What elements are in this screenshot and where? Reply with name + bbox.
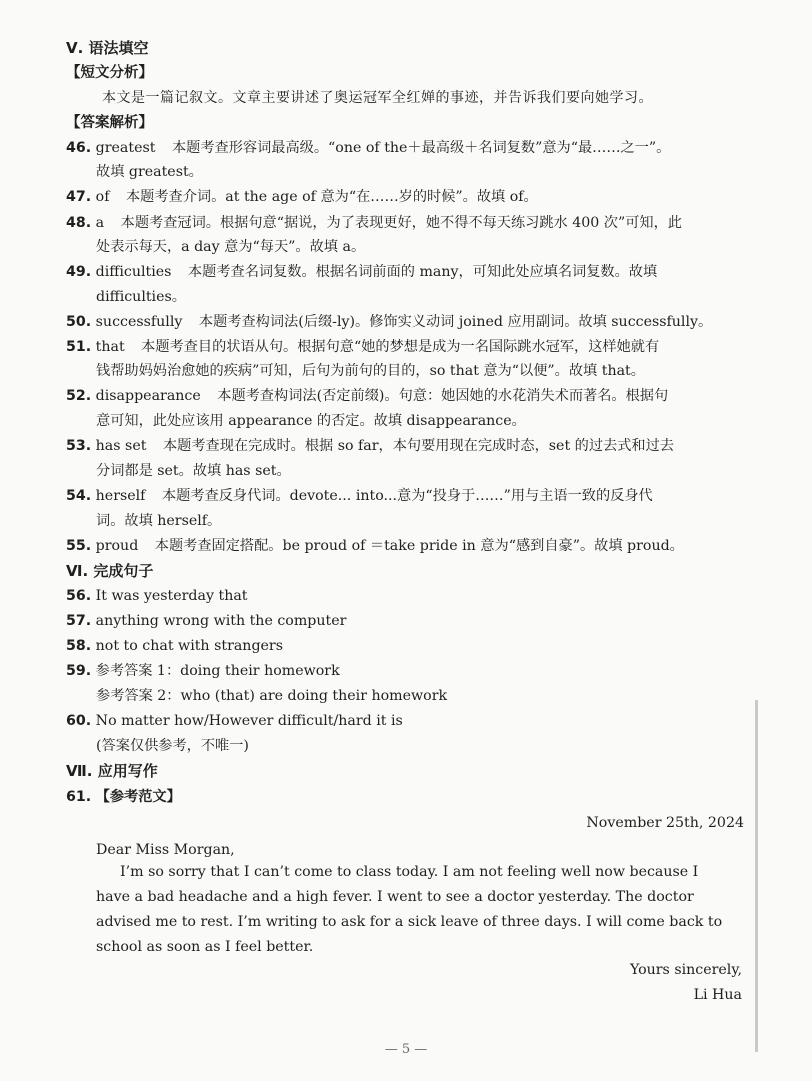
item-explanation: 本题考查反身代词。devote... into...意为“投身于……”用与主语一致的反身代 [161, 488, 653, 504]
item-number: 50. [66, 314, 92, 330]
letter-closing: Yours sincerely, [629, 962, 742, 978]
letter-salutation: Dear Miss Morgan, [96, 842, 235, 858]
letter-body-line: I’m so sorry that I can’t come to class today. I am not feeling well now because I [120, 864, 699, 880]
answer-item-50 [66, 312, 712, 332]
item-answer: disappearance [95, 388, 201, 404]
answer-item-54 [66, 486, 653, 506]
summary-tag: 【短文分析】 [66, 65, 153, 81]
item-number: 56. [66, 588, 92, 604]
letter-signature: Li Hua [693, 987, 742, 1003]
item-answer: herself [95, 488, 146, 504]
item-answer: has set [95, 438, 147, 454]
summary-text: 本文是一篇记叙文。文章主要讲述了奥运冠军全红婵的事迹，并告诉我们要向她学习。 [102, 90, 653, 106]
answer-item-51 [66, 337, 659, 357]
letter-body-line: advised me to rest. I’m writing to ask for a sick leave of three days. I will come back to [96, 914, 723, 930]
item-answer: not to chat with strangers [95, 638, 283, 654]
letter-date: November 25th, 2024 [586, 815, 744, 831]
letter-body-line: have a bad headache and a high fever. I went to see a doctor yesterday. The doctor [96, 889, 694, 905]
item-number: 57. [66, 613, 92, 629]
page-number: — 5 — [384, 1042, 428, 1057]
item-explanation-cont: 处表示每天，a day 意为“每天”。故填 a。 [96, 239, 366, 255]
answer-item-48 [66, 213, 682, 233]
item-explanation-cont: 钱帮助妈妈治愈她的疾病”可知，后句为前句的目的，so that 意为“以便”。故填 that。 [96, 363, 645, 379]
answer-item-47 [66, 187, 538, 207]
sentence-item-57 [66, 611, 346, 631]
item-number: 52. [66, 388, 92, 404]
item-answer: proud [95, 538, 139, 554]
item-number: 60. [66, 713, 92, 729]
sentence-item-58 [66, 636, 283, 656]
item-explanation: 本题考查构词法(后缀-ly)。修饰实义动词 joined 应用副词。故填 successfully。 [198, 314, 713, 330]
scrollbar[interactable] [755, 700, 758, 1052]
item-answer: No matter how/However difficult/hard it is [95, 713, 403, 729]
answer-item-55 [66, 536, 684, 556]
sentence-item-59 [66, 661, 340, 681]
item-number: 47. [66, 189, 92, 205]
item-answer: of [95, 189, 110, 205]
item-explanation-cont: difficulties。 [96, 289, 186, 305]
item-explanation: 本题考查形容词最高级。“one of the＋最高级＋名词复数”意为“最……之一”。 [171, 140, 671, 156]
item-explanation: 本题考查构词法(否定前缀)。句意：她因她的水花消失术而著名。根据句 [217, 388, 669, 404]
item-number: 55. [66, 538, 92, 554]
answers-tag: 【答案解析】 [66, 115, 153, 131]
item-explanation: 本题考查目的状语从句。根据句意“她的梦想是成为一名国际跳水冠军，这样她就有 [141, 339, 660, 355]
section-5-title: Ⅴ. 语法填空 [66, 39, 149, 57]
item-explanation-cont: 故填 greatest。 [96, 164, 203, 180]
letter-body-line: school as soon as I feel better. [96, 939, 314, 955]
item-answer: greatest [95, 140, 156, 156]
answer-item-49 [66, 262, 657, 282]
item-explanation-cont: 词。故填 herself。 [96, 513, 222, 529]
answer-item-53 [66, 436, 674, 456]
item-explanation: 本题考查介词。at the age of 意为“在……岁的时候”。故填 of。 [125, 189, 538, 205]
sentence-item-56 [66, 586, 248, 606]
writing-item-61 [66, 787, 181, 807]
item-explanation: 本题考查固定搭配。be proud of ＝take pride in 意为“感到自豪”。故填 proud。 [154, 538, 684, 554]
item-number: 49. [66, 264, 92, 280]
item-answer: successfully [95, 314, 183, 330]
item-number: 58. [66, 638, 92, 654]
item-explanation: 本题考查现在完成时。根据 so far，本句要用现在完成时态，set 的过去式和过去 [162, 438, 674, 454]
item-answer: difficulties [95, 264, 172, 280]
item-number: 51. [66, 339, 92, 355]
item-answer: It was yesterday that [95, 588, 248, 604]
sentence-item-60 [66, 711, 403, 731]
item-answer: anything wrong with the computer [95, 613, 347, 629]
item-answer-alt: 参考答案 2：who (that) are doing their homework [96, 688, 448, 704]
answer-item-46 [66, 138, 670, 158]
item-explanation: 本题考查名词复数。根据名词前面的 many，可知此处应填名词复数。故填 [187, 264, 658, 280]
item-explanation: 本题考查冠词。根据句意“据说，为了表现更好，她不得不每天练习跳水 400 次”可知，此 [120, 215, 682, 231]
section-7-title: Ⅶ. 应用写作 [66, 762, 158, 780]
item-number: 54. [66, 488, 92, 504]
answer-item-52 [66, 386, 668, 406]
item-number: 53. [66, 438, 92, 454]
sample-tag: 【参考范文】 [95, 789, 181, 805]
item-answer: 参考答案 1：doing their homework [95, 663, 340, 679]
item-number: 61. [66, 789, 92, 805]
item-note: (答案仅供参考，不唯一) [96, 738, 249, 754]
item-explanation-cont: 意可知，此处应该用 appearance 的否定。故填 disappearance。 [96, 413, 526, 429]
item-answer: a [95, 215, 105, 231]
item-number: 46. [66, 140, 92, 156]
section-6-title: Ⅵ. 完成句子 [66, 562, 154, 580]
item-number: 59. [66, 663, 92, 679]
item-answer: that [95, 339, 125, 355]
item-explanation-cont: 分词都是 set。故填 has set。 [96, 463, 291, 479]
item-number: 48. [66, 215, 92, 231]
